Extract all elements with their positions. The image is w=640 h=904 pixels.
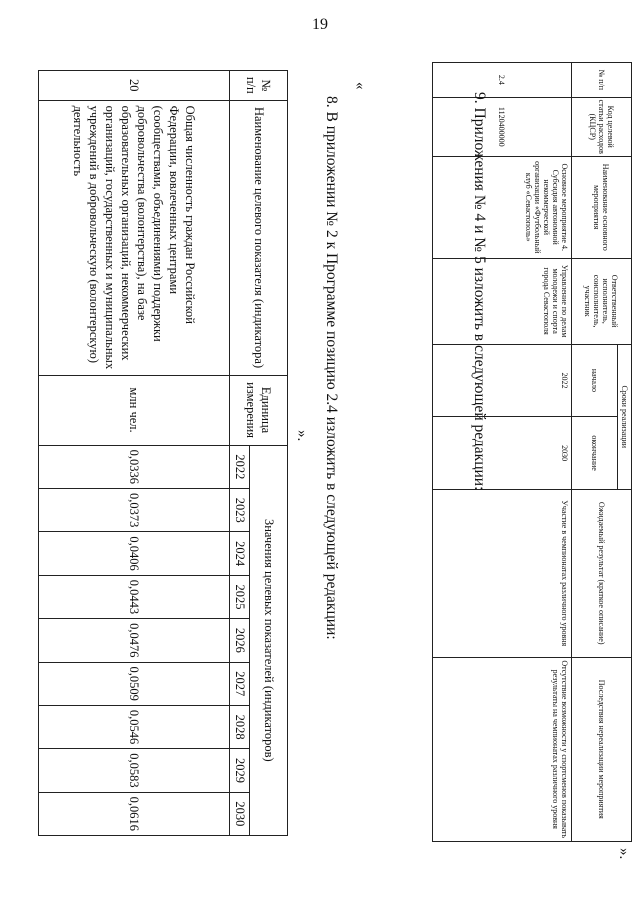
col-header-name: Наименование целевого показателя (индикатора) xyxy=(230,100,288,375)
row-name: Основное мероприятие 4. Субсидия автономной некоммерческой организации «Футбольный клуб «Севастополь» xyxy=(433,156,572,258)
indicator-value: 0,0476 xyxy=(39,619,230,662)
indicator-name: Общая численность граждан Российской Федерации, вовлеченных центрами (сообществами, объединениями) поддержки добровольчества (волонтерства), на базе образовательных организаций, некоммерческих организаций, государственных и муниципальных учреждений в добровольческую (волонтерскую) деятельность xyxy=(39,100,230,375)
indicator-value: 0,0406 xyxy=(39,532,230,575)
indicator-value: 0,0546 xyxy=(39,705,230,748)
indicator-value: 0,0443 xyxy=(39,575,230,618)
year-header: 2027 xyxy=(230,662,250,705)
paragraph-8: 8. В приложении № 2 к Программе позицию 2.4 изложить в следующей редакции: xyxy=(323,96,340,640)
indicator-value: 0,0616 xyxy=(39,792,230,835)
trailing-quote: ». xyxy=(616,848,632,860)
year-header: 2029 xyxy=(230,749,250,792)
col-header-executor: Ответственный исполнитель, соисполнитель, участник xyxy=(572,258,632,344)
indicator-value: 0,0583 xyxy=(39,749,230,792)
col-header-num: № п/п xyxy=(572,63,632,98)
year-header: 2028 xyxy=(230,705,250,748)
paragraph-9: 9. Приложения № 4 и № 5 изложить в следующей редакции: xyxy=(471,92,488,491)
year-header: 2022 xyxy=(230,445,250,488)
col-header-num: № п/п xyxy=(230,71,288,101)
program-table xyxy=(432,62,632,842)
year-header: 2023 xyxy=(230,489,250,532)
row-start: 2022 xyxy=(433,344,572,417)
row-result: Участие в чемпионатах различного уровня xyxy=(433,489,572,657)
col-header-values: Значения целевых показателей (индикаторов) xyxy=(250,445,288,835)
row-code: 1120400000 xyxy=(433,97,572,156)
year-header: 2026 xyxy=(230,619,250,662)
open-quote: « xyxy=(352,82,368,90)
close-quote: ». xyxy=(294,430,310,442)
col-header-name: Наименование основного мероприятия xyxy=(572,156,632,258)
indicator-value: 0,0336 xyxy=(39,445,230,488)
col-header-consequence: Последствия нереализации мероприятия xyxy=(572,657,632,841)
year-header: 2030 xyxy=(230,792,250,835)
indicator-unit: млн чел. xyxy=(39,375,230,445)
indicator-value: 0,0373 xyxy=(39,489,230,532)
indicators-table xyxy=(38,70,288,836)
col-header-code: Код целевой статьи расходов (КЦСР) xyxy=(572,97,632,156)
row-end: 2030 xyxy=(433,417,572,490)
col-header-end: окончание xyxy=(572,417,618,490)
row-consequence: Отсутствие возможности у спортсменов показывать результаты на чемпионатах различного уровня xyxy=(433,657,572,841)
row-num: 2.4 xyxy=(433,63,572,98)
indicator-value: 0,0509 xyxy=(39,662,230,705)
col-header-result: Ожидаемый результат (краткое описание) xyxy=(572,489,632,657)
col-header-unit: Единица измерения xyxy=(230,375,288,445)
col-header-start: начало xyxy=(572,344,618,417)
year-header: 2025 xyxy=(230,575,250,618)
year-header: 2024 xyxy=(230,532,250,575)
row-executor: Управление по делам молодежи и спорта города Севастополя xyxy=(433,258,572,344)
page-number: 19 xyxy=(312,16,328,33)
row-num: 20 xyxy=(39,71,230,101)
col-header-term: Сроки реализации xyxy=(618,344,632,489)
